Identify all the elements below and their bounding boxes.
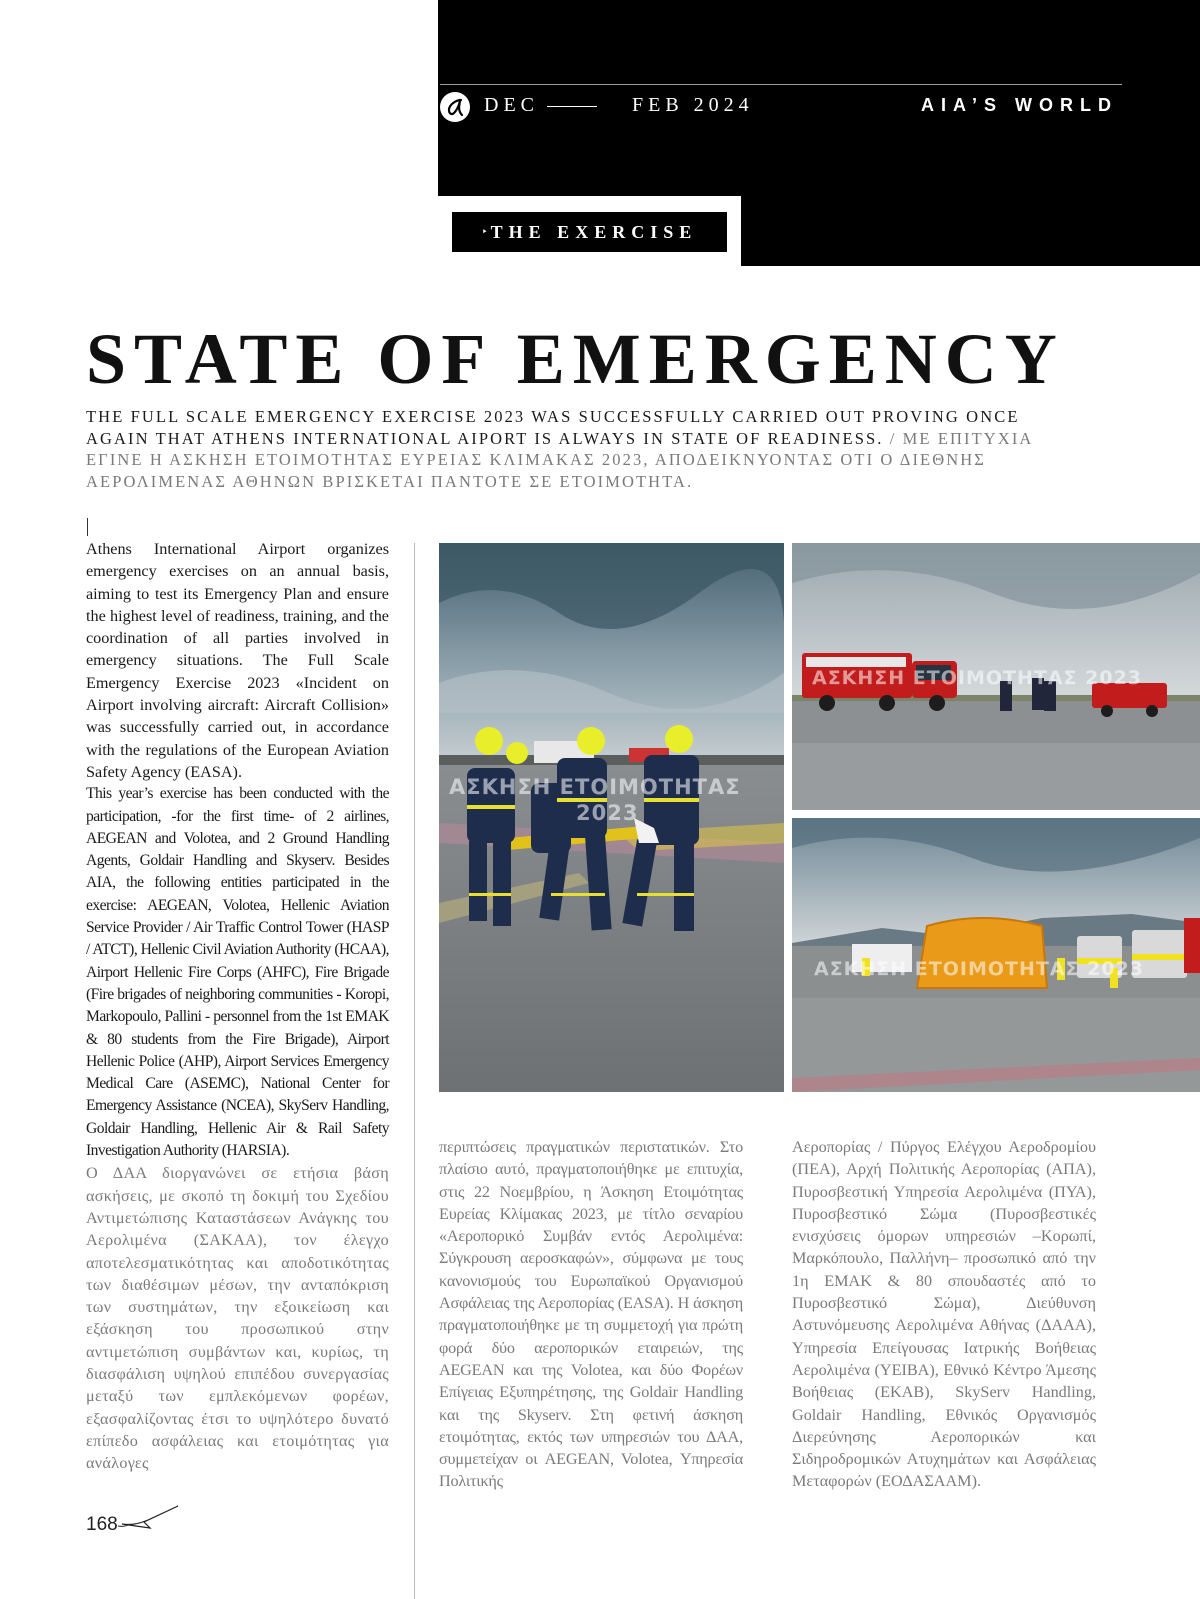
header-rule: [440, 84, 1122, 85]
body-greek-paragraph-2: περιπτώσεις πραγματικών περιστατικών. Στο πλαίσιο αυτό, πραγματοποιήθηκε με επιτυχία, στις 22 Νοεμβρίου, η Άσκηση Ετοιμότητας Ευρείας Κλίμακας 2023, με τίτλο σεναρίου «Αεροπορικό Συμβάν εντός Αερολιμένα: Σύγκρουση αεροσκαφών», σύμφωνα με τους κανονισμούς του Ευρωπαϊκού Οργανισμού Ασφάλειας της Αεροπορίας (EASA). Η άσκηση πραγματοποιήθηκε με τη συμμετοχή για πρώτη φορά δύο αεροπορικών εταιρειών, της AEGEAN και της Volotea, και δύο Φορέων Επίγειας Εξυπηρέτησης, της Goldair Handling και της Skyserv. Στη φετινή άσκηση ετοιμότητας, εκτός των υπηρεσιών του ΔΑΑ, συμμετείχαν οι AEGEAN, Volotea, Υπηρεσία Πολιτικής: [439, 1138, 743, 1491]
article-subtitle: [86, 406, 1086, 492]
article-column-2: [439, 1136, 743, 1493]
section-tag-arrow-icon: ‣: [481, 226, 488, 238]
body-english-paragraph-2: This year’s exercise has been conducted with the participation, -for the first time- of 2 airlines, AEGEAN and Volotea, and 2 Ground Handling Agents, Goldair Handling and Skyserv. Besides AIA, the following entities participated in the exercise: AEGEAN, Volotea, Hellenic Aviation Service Provider / Air Traffic Control Tower (HASP / ATCT), Hellenic Civil Aviation Authority (HCAA), Airport Hellenic Fire Corps (AHFC), Fire Brigade (Fire brigades of neighboring communities - Koropi, Markopoulo, Pallini - personnel from the 1st EMAK & 80 students from the Fire Brigade), Airport Hellenic Police (AHP), Airport Services Emergency Medical Care (ASEMC), National Center for Emergency Assistance (NCEA), SkyServ Handling, Goldair Handling, Hellenic Air & Rail Safety Investigation Authority (HARSIA).: [86, 785, 389, 1160]
section-name: AIA’S WORLD: [921, 95, 1118, 115]
photo-1-watermark-year: 2023: [576, 801, 639, 825]
body-english-paragraph-1: Athens International Airport organizes emergency exercises on an annual basis, aiming to test its Emergency Plan and ensure the highest level of readiness, training, and the coordination of all parties involved in emergency situations. The Full Scale Emergency Exercise 2023 «Incident on Airport involving aircraft: Aircraft Collision» was successfully carried out, in accordance with the regulations of the European Aviation Safety Agency (EASA).: [86, 540, 389, 781]
alpha-logo-icon: [440, 92, 470, 122]
issue-date-dash: [547, 106, 597, 107]
section-tag: [452, 212, 727, 252]
photo-1-watermark: ΑΣΚΗΣΗ ΕΤΟΙΜΟΤΗΤΑΣ: [449, 775, 741, 799]
body-greek-paragraph-3: Αεροπορίας / Πύργος Ελέγχου Αεροδρομίου (ΠΕΑ), Αρχή Πολιτικής Αεροπορίας (ΑΠΑ), Πυροσβεστική Υπηρεσία Αερολιμένα (ΠΥΑ), Πυροσβεστικό Σώμα (Πυροσβεστικές ενισχύσεις όμορων υπηρεσιών –Κορωπί, Μαρκόπουλο, Παλλήνη– προσωπικό από την 1η ΕΜΑΚ & 80 σπουδαστές από το Πυροσβεστικό Σώμα), Διεύθυνση Αστυνόμευσης Αερολιμένα Αθήνας (ΔΑΑΑ), Υπηρεσία Επείγουσας Ιατρικής Βοήθειας Αερολιμένα (ΥΕΙΒΑ), Εθνικό Κέντρο Άμεσης Βοήθειας (ΕΚΑΒ), SkyServ Handling, Goldair Handling, Εθνικός Οργανισμός Διερεύνησης Αεροπορικών και Σιδηροδρομικών Ατυχημάτων και Ασφάλειας Μεταφορών (ΕΟΔΑΣΑΑΜ).: [792, 1138, 1096, 1491]
subtitle-greek: / ΜΕ ΕΠΙΤΥΧΙΑ ΕΓΙΝΕ Η ΑΣΚΗΣΗ ΕΤΟΙΜΟΤΗΤΑΣ ΕΥΡΕΙΑΣ ΚΛΙΜΑΚΑΣ 2023, ΑΠΟΔΕΙΚΝΥΟΝΤΑΣ ΟΤΙ Ο ΔΙΕΘΝΗΣ ΑΕΡΟΛΙΜΕΝΑΣ ΑΘΗΝΩΝ ΒΡΙΣΚΕΤΑΙ ΠΑΝΤΟΤΕ ΣΕ ΕΤΟΙΜΟΤΗΤΑ.: [86, 428, 1033, 491]
issue-month-start: DEC: [484, 94, 539, 116]
article-column-3: [792, 1136, 1096, 1493]
column-divider: [414, 543, 415, 1599]
subtitle-english: THE FULL SCALE EMERGENCY EXERCISE 2023 WAS SUCCESSFULLY CARRIED OUT PROVING ONCE AGAIN THAT ATHENS INTERNATIONAL AIPORT IS ALWAYS IN STATE OF READINESS.: [86, 407, 1020, 448]
page-number: 168: [86, 1514, 118, 1535]
photo-stretcher-rescue: [439, 543, 784, 1092]
issue-month-end: FEB 2024: [632, 94, 754, 116]
section-tag-label: THE EXERCISE: [490, 221, 698, 242]
photo-fire-trucks: [792, 543, 1200, 810]
photo-2-watermark: ΑΣΚΗΣΗ ΕΤΟΙΜΟΤΗΤΑΣ 2023: [812, 667, 1143, 689]
article-title: STATE OF EMERGENCY: [86, 319, 1065, 399]
photo-3-watermark: ΑΣΚΗΣΗ ΕΤΟΙΜΟΤΗΤΑΣ 2023: [814, 958, 1145, 980]
body-greek-paragraph-1: Ο ΔΑΑ διοργανώνει σε ετήσια βάση ασκήσεις, με σκοπό τη δοκιμή του Σχεδίου Αντιμετώπισης Καταστάσεων Ανάγκης του Αερολιμένα (ΣΑΚΑΑ), τον έλεγχο αποτελεσματικότητας και αποδοτικότητας των διαθέσιμων μέσων, την ανταπόκριση των συστημάτων, την εξοικείωση και εξάσκηση του προσωπικού στην αντιμετώπιση συμβάντων και, κυρίως, τη διασφάλιση υψηλού επιπέδου συνεργασίας μεταξύ των εμπλεκόμενων φορέων, εξασφαλίζοντας έτσι το υψηλότερο δυνατό επίπεδο ασφάλειας και ετοιμότητας για ανάλογες: [86, 1164, 389, 1473]
article-column-1: [86, 538, 389, 1474]
header-banner-extension: [741, 196, 1200, 266]
text-cursor-mark: [87, 518, 88, 536]
paper-plane-icon: [118, 1504, 180, 1530]
photo-emergency-tent: [792, 818, 1200, 1092]
